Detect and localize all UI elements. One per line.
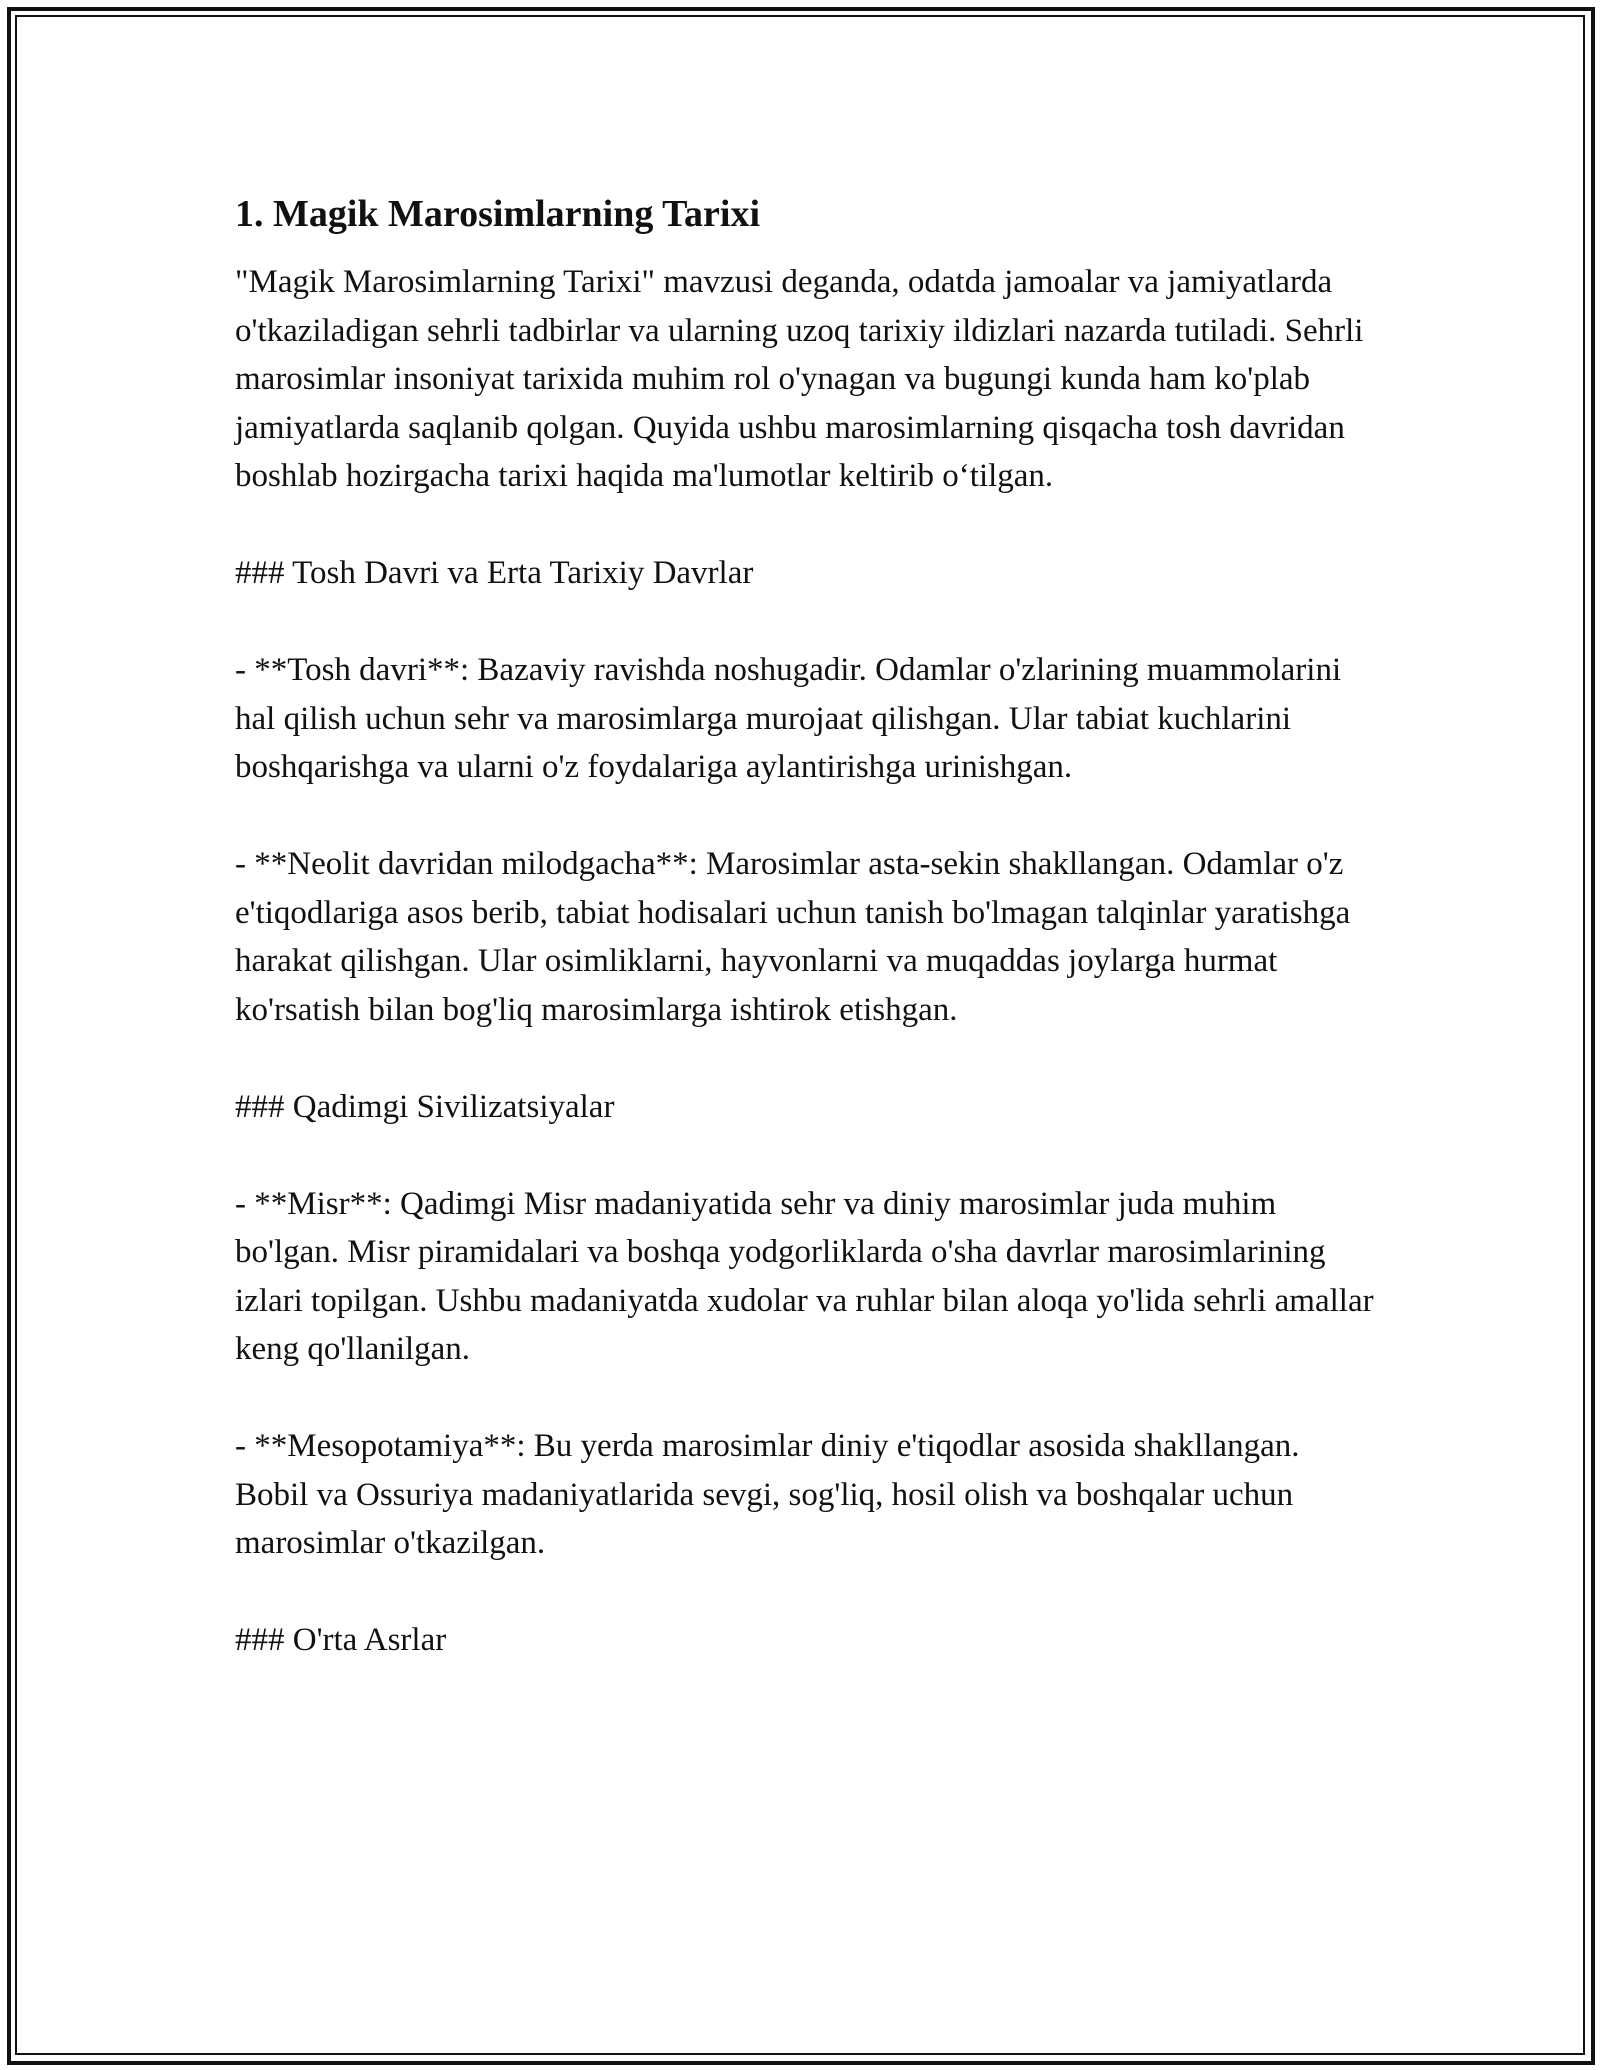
section-heading-stone-age: ### Tosh Davri va Erta Tarixiy Davrlar	[235, 555, 754, 591]
section-heading-middle-ages: ### O'rta Asrlar	[235, 1622, 447, 1658]
section-heading-ancient-civilizations: ### Qadimgi Sivilizatsiyalar	[235, 1088, 615, 1125]
document-title: 1. Magik Marosimlarning Tarixi	[235, 193, 761, 235]
intro-paragraph: "Magik Marosimlarning Tarixi" mavzusi deganda, odatda jamoalar va jamiyatlarda o'tkaziladigan sehrli tadbirlar va ularning uzoq tarixiy ildizlari nazarda tutiladi. Sehrli marosimlar insoniyat tarixida muhim rol o'ynagan va bugungi kunda ham ko'plab jamiyatlarda saqlanib qolgan. Quyida ushbu marosimlarning qisqacha tosh davridan boshlab hozirgacha tarixi haqida ma'lumotlar keltirib o‘tilgan.	[235, 264, 1364, 494]
document-body	[235, 186, 1375, 1713]
list-item-mesopotamia: - **Mesopotamiya**: Bu yerda marosimlar diniy e'tiqodlar asosida shakllangan. Bobil va Ossuriya madaniyatlarida sevgi, sog'liq, hosil olish va boshqalar uchun marosimlar o'tkazilgan.	[235, 1428, 1300, 1561]
list-item-stone-age: - **Tosh davri**: Bazaviy ravishda noshugadir. Odamlar o'zlarining muammolarini hal qilish uchun sehr va marosimlarga murojaat qilishgan. Ular tabiat kuchlarini boshqarishga va ularni o'z foydalariga aylantirishga urinishgan.	[235, 652, 1342, 785]
list-item-egypt: - **Misr**: Qadimgi Misr madaniyatida sehr va diniy marosimlar juda muhim bo'lgan. Misr piramidalari va boshqa yodgorliklarda o'sha davrlar marosimlarining izlari topilgan. Ushbu madaniyatda xudolar va ruhlar bilan aloqa yo'lida sehrli amallar keng qo'llanilgan.	[235, 1185, 1374, 1367]
list-item-neolithic: - **Neolit davridan milodgacha**: Marosimlar asta-sekin shakllangan. Odamlar o'z e'tiqodlariga asos berib, tabiat hodisalari uchun tanish bo'lmagan talqinlar yaratishga harakat qilishgan. Ular osimliklarni, hayvonlarni va muqaddas joylarga hurmat ko'rsatish bilan bog'liq marosimlarga ishtirok etishgan.	[235, 846, 1351, 1028]
